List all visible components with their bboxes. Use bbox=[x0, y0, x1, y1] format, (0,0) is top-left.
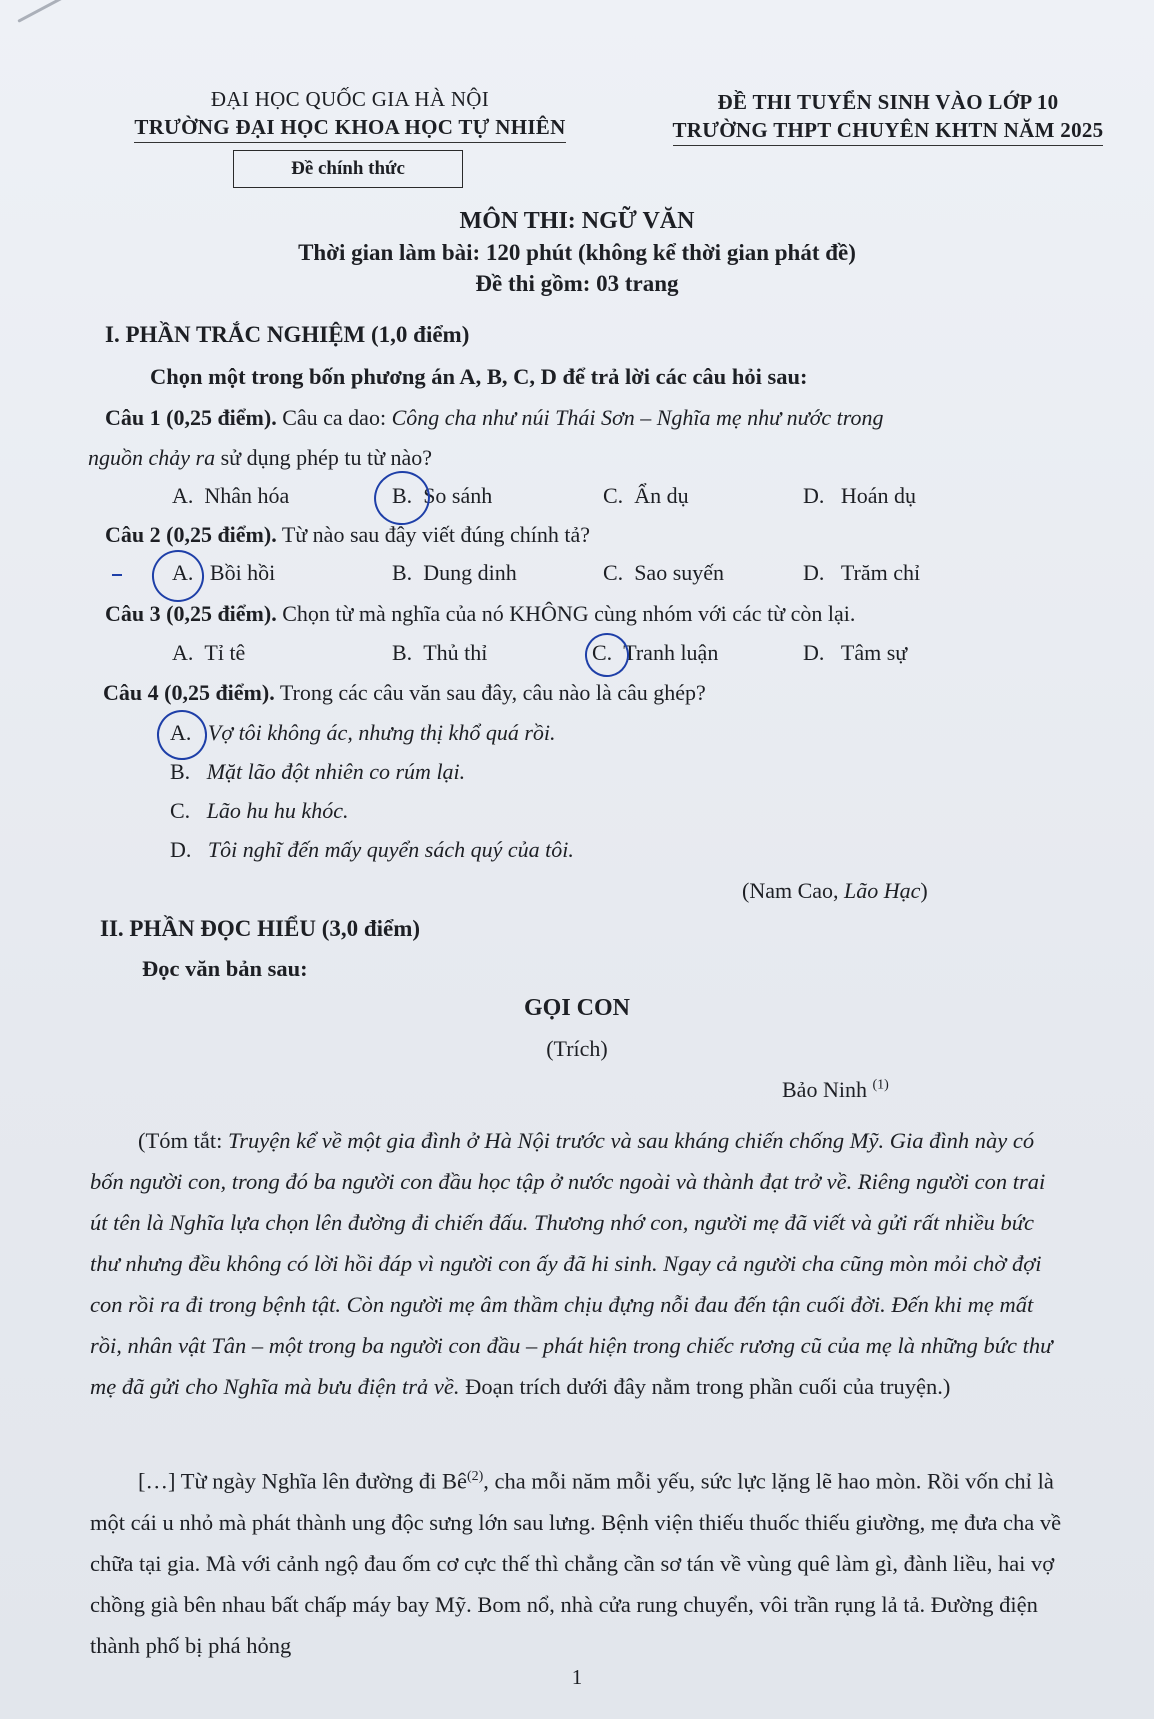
q4-option-d: D. Tôi nghĩ đến mấy quyển sách quý của tôi. bbox=[170, 837, 574, 862]
q2-pen-dash bbox=[112, 574, 122, 576]
author-footnote: (1) bbox=[872, 1077, 889, 1093]
author: Bảo Ninh $^{(1)}$ bbox=[782, 1077, 889, 1102]
exam-name: ĐỀ THI TUYỂN SINH VÀO LỚP 10 bbox=[717, 90, 1059, 114]
q3-text: Chọn từ mà nghĩa của nó KHÔNG cùng nhóm với các từ còn lại. bbox=[276, 601, 856, 626]
q1-text-b: sử dụng phép tu từ nào? bbox=[215, 445, 433, 470]
excerpt-note: (Trích) bbox=[546, 1036, 608, 1061]
summary-paragraph: (Tóm tắt: Truyện kể về một gia đình ở Hà Nội trước và sau kháng chiến chống Mỹ. Gia đình này có bốn người con, trong đó ba người con đầu học tập ở nước ngoài và thành đạt trở về. Riêng người con trai út tên là Nghĩa lựa chọn lên đường đi chiến đấu. Thương nhớ con, người mẹ đã viết và gửi rất nhiều bức thư nhưng đều không có lời hồi đáp vì người con ấy đã hi sinh. Ngay cả người cha cũng mòn mỏi chờ đợi con rồi ra đi trong bệnh tật. Còn người mẹ âm thầm chịu đựng nỗi đau đến tận cuối đời. Đến khi mẹ mất rồi, nhân vật Tân – một trong ba người con đầu – phát hiện trong chiếc rương cũ của mẹ là những bức thư mẹ đã gửi cho Nghĩa mà bưu điện trả về. Đoạn trích dưới đây nằm trong phần cuối của truyện.) bbox=[90, 1128, 1053, 1399]
page-number: 1 bbox=[571, 1665, 583, 1689]
section2-instruction: Đọc văn bản sau: bbox=[142, 956, 308, 981]
header-right bbox=[638, 88, 1138, 146]
header-left bbox=[95, 85, 605, 143]
q1-option-c: C. Ẩn dụ bbox=[603, 483, 689, 508]
official-box: Đề chính thức bbox=[233, 150, 463, 188]
q2-label: Câu 2 (0,25 điểm). bbox=[105, 522, 277, 547]
q1-quote-b: nguồn chảy ra bbox=[88, 445, 216, 470]
q1-label: Câu 1 (0,25 điểm). bbox=[105, 405, 277, 430]
q4-text: Trong các câu văn sau đây, câu nào là câu ghép? bbox=[274, 680, 706, 705]
school-name: TRƯỜNG ĐẠI HỌC KHOA HỌC TỰ NHIÊN bbox=[134, 113, 565, 143]
section1-heading: I. PHẦN TRẮC NGHIỆM (1,0 điểm) bbox=[105, 322, 470, 347]
body-paragraph: […] Từ ngày Nghĩa lên đường đi $Bê^{(2)}$, cha mỗi năm mỗi yếu, sức lực lặng lẽ hao mòn. Rồi vốn chỉ là một cái u nhỏ mà phát thành ung độc sưng lớn sau lưng. Bệnh viện thiếu thuốc thiếu giường, mẹ đưa cha về chữa tại gia. Mà với cảnh ngộ đau ốm cơ cực thế thì chẳng cần sơ tán về vùng quê làm gì, đành liều, hai vợ chồng già bên nhau bất chấp máy bay Mỹ. Bom nổ, nhà cửa rung chuyển, vôi trần rụng lả tả. Đường điện thành phố bị phá hỏng bbox=[90, 1468, 1062, 1658]
q2-option-a: A. Bồi hồi bbox=[172, 560, 276, 585]
q1-text-a: Câu ca dao: bbox=[276, 405, 392, 430]
q3-option-a: A. Tỉ tê bbox=[172, 640, 246, 665]
q3-label: Câu 3 (0,25 điểm). bbox=[105, 601, 277, 626]
q2-text: Từ nào sau đây viết đúng chính tả? bbox=[276, 522, 591, 547]
q1-line2 bbox=[88, 445, 432, 471]
paper-crease bbox=[17, 0, 64, 23]
q4-option-c: C. Lão hu hu khóc. bbox=[170, 798, 349, 823]
q4-label: Câu 4 (0,25 điểm). bbox=[103, 680, 275, 705]
time-limit: Thời gian làm bài: 120 phút (không kể thời gian phát đề) bbox=[298, 240, 856, 265]
exam-school: TRƯỜNG THPT CHUYÊN KHTN NĂM 2025 bbox=[673, 116, 1104, 146]
section1-instruction: Chọn một trong bốn phương án A, B, C, D để trả lời các câu hỏi sau: bbox=[150, 364, 808, 389]
section2-heading: II. PHẦN ĐỌC HIỂU (3,0 điểm) bbox=[100, 916, 421, 941]
q1-quote-a: Công cha như núi Thái Sơn – Nghĩa mẹ như nước trong bbox=[391, 405, 884, 430]
q4-source: (Nam Cao, Lão Hạc) bbox=[742, 878, 928, 903]
q4-line bbox=[103, 680, 706, 706]
q2-line bbox=[105, 522, 590, 548]
q1-option-d: D. Hoán dụ bbox=[803, 483, 917, 508]
q2-option-b: B. Dung dinh bbox=[392, 560, 517, 585]
q1-line1 bbox=[105, 405, 884, 431]
q1-option-b: B. So sánh bbox=[392, 483, 493, 508]
q2-option-d: D. Trăm chỉ bbox=[803, 560, 921, 585]
page-count: Đề thi gồm: 03 trang bbox=[475, 271, 679, 296]
q3-option-b: B. Thủ thỉ bbox=[392, 640, 488, 665]
q3-option-c: C. Tranh luận bbox=[592, 640, 719, 665]
q3-line bbox=[105, 601, 855, 627]
q1-option-a: A. Nhân hóa bbox=[172, 483, 290, 508]
q1-answer-circle bbox=[369, 466, 435, 530]
q4-option-b: B. Mặt lão đột nhiên co rúm lại. bbox=[170, 759, 466, 784]
q4-answer-circle bbox=[152, 705, 211, 764]
q2-option-c: C. Sao suyến bbox=[603, 560, 725, 585]
q3-option-d: D. Tâm sự bbox=[803, 640, 908, 665]
subject-title: MÔN THI: NGỮ VĂN bbox=[459, 208, 695, 234]
story-title: GỌI CON bbox=[523, 995, 630, 1021]
body-footnote: (2) bbox=[466, 1469, 484, 1484]
q2-answer-circle bbox=[147, 545, 209, 607]
q4-option-a: A. Vợ tôi không ác, nhưng thị khổ quá rồi. bbox=[170, 720, 556, 745]
university-name: ĐẠI HỌC QUỐC GIA HÀ NỘI bbox=[210, 87, 490, 111]
q3-answer-circle bbox=[581, 629, 633, 681]
